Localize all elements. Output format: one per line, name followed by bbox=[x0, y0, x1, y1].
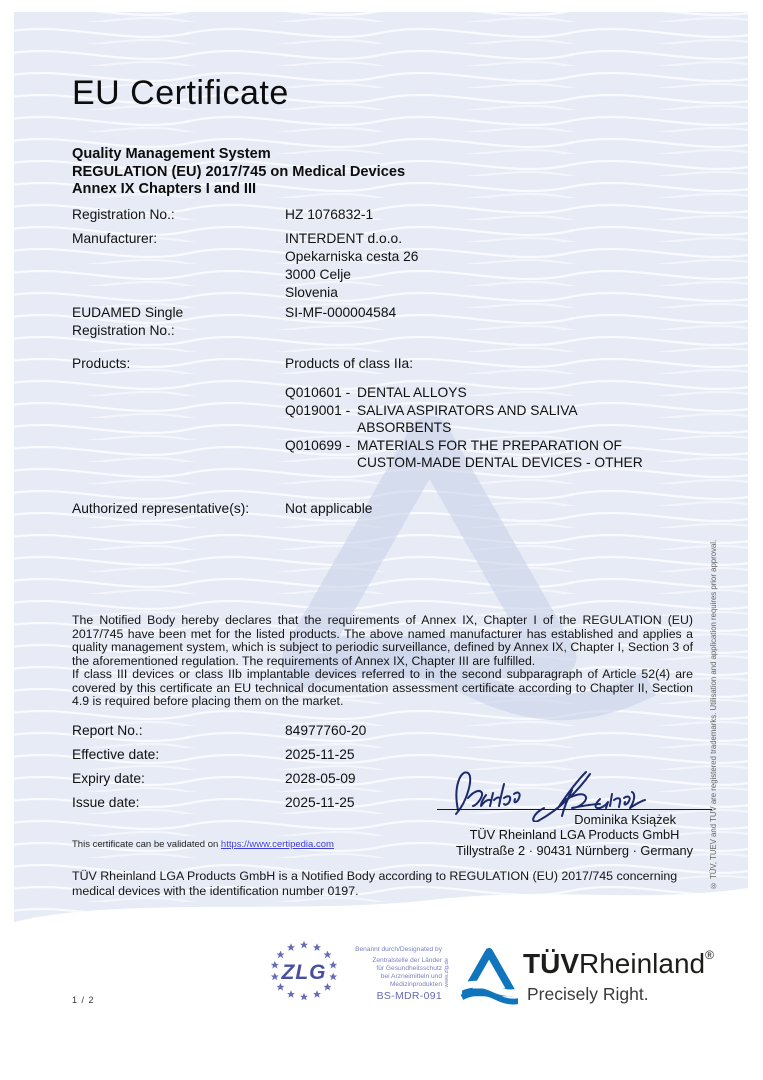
product-code: Q019001 - bbox=[285, 402, 351, 418]
registered-mark: ® bbox=[705, 948, 714, 962]
product-code: Q010601 - bbox=[285, 385, 351, 400]
field-registration-no bbox=[72, 206, 373, 224]
products-class: Products of class IIa: bbox=[285, 356, 414, 371]
certificate-scheme bbox=[72, 146, 405, 199]
tuv-tagline: Precisely Right. bbox=[527, 984, 649, 1004]
tuv-brand-bold: TÜV bbox=[523, 948, 579, 979]
field-label: Authorized representative(s): bbox=[72, 501, 250, 516]
field-label: Expiry date: bbox=[72, 771, 145, 786]
manufacturer-street: Opekarniska cesta 26 bbox=[285, 249, 419, 264]
declaration-text bbox=[72, 614, 693, 709]
signer-company: TÜV Rheinland LGA Products GmbH bbox=[469, 827, 680, 842]
zlg-org-line: Zentralstelle der Länder bbox=[372, 957, 442, 964]
field-products bbox=[72, 355, 413, 373]
signer-address: Tillystraße 2 · 90431 Nürnberg · Germany bbox=[455, 843, 694, 858]
page-title: EU Certificate bbox=[72, 74, 289, 112]
field-value: 2028-05-09 bbox=[285, 771, 356, 786]
manufacturer-country: Slovenia bbox=[285, 285, 338, 300]
notified-body-note: TÜV Rheinland LGA Products GmbH is a Notified Body according to REGULATION (EU) 2017/745 concerning medical devices with the identification number 0197. bbox=[72, 869, 678, 899]
declaration-para-1: The Notified Body hereby declares that the requirements of Annex IX, Chapter I of the REGULATION (EU) 2017/745 have been met for the listed products. The above named manufacturer has established and applies a quality management system, which is subject to periodic surveillance, defined by Annex IX, Chapter I, Section 3 of the aforementioned regulation. The requirements of Annex IX, Chapter III are fulfilled. bbox=[72, 613, 693, 668]
zlg-org-line: bei Arzneimitteln und bbox=[380, 973, 442, 980]
field-manufacturer bbox=[72, 230, 418, 302]
field-value: 2025-11-25 bbox=[285, 747, 355, 762]
product-code: Q010699 - bbox=[285, 437, 351, 453]
product-item bbox=[285, 437, 643, 472]
field-effective-date bbox=[72, 746, 355, 764]
field-label: Products: bbox=[72, 356, 131, 371]
field-label-line2: Registration No.: bbox=[72, 323, 175, 338]
zlg-logo-icon bbox=[270, 938, 338, 1006]
product-name bbox=[357, 384, 467, 402]
field-authorized-rep bbox=[72, 500, 372, 518]
tuv-brand-regular: Rheinland bbox=[579, 948, 706, 979]
trademark-side-note: ® TÜV, TUEV and TUV are registered trademarks. Utilisation and application requires prior approval. bbox=[709, 539, 718, 890]
signature-line bbox=[437, 809, 712, 810]
field-label bbox=[72, 304, 285, 340]
product-name-line: SALIVA ASPIRATORS AND SALIVA bbox=[357, 402, 578, 418]
field-value: SI-MF-000004584 bbox=[285, 305, 397, 320]
scheme-line-3: Annex IX Chapters I and III bbox=[72, 181, 257, 198]
product-name-line: MATERIALS FOR THE PREPARATION OF bbox=[357, 437, 622, 453]
field-value: 2025-11-25 bbox=[285, 795, 355, 810]
zlg-logo-text: ZLG bbox=[281, 961, 327, 984]
field-label: Report No.: bbox=[72, 723, 143, 738]
scheme-line-1: Quality Management System bbox=[72, 146, 271, 162]
declaration-para-2: If class III devices or class IIb implantable devices referred to in the second subparagraph of Article 52(4) are covered by this certificate an EU technical documentation assessment certificate according to Chapter II, Section 4.9 is required before placing them on the market. bbox=[72, 667, 693, 708]
manufacturer-city: 3000 Celje bbox=[285, 267, 351, 282]
signer-name: Dominika Książek bbox=[574, 812, 676, 827]
product-item bbox=[285, 384, 643, 402]
field-issue-date bbox=[72, 794, 355, 812]
zlg-certificate-code: BS-MDR-091 bbox=[376, 990, 442, 1002]
product-name-line: ABSORBENTS bbox=[357, 420, 452, 436]
product-name-line: CUSTOM-MADE DENTAL DEVICES - OTHER bbox=[357, 455, 643, 471]
product-name bbox=[357, 402, 578, 437]
field-label: Effective date: bbox=[72, 747, 160, 762]
product-item bbox=[285, 402, 643, 437]
scheme-line-2: REGULATION (EU) 2017/745 on Medical Devices bbox=[72, 163, 406, 180]
tuv-rheinland-wordmark bbox=[523, 948, 714, 980]
page-number: 1 / 2 bbox=[72, 995, 95, 1005]
field-value: HZ 1076832-1 bbox=[285, 207, 374, 222]
manufacturer-name: INTERDENT d.o.o. bbox=[285, 231, 403, 246]
field-label-line1: EUDAMED Single bbox=[72, 305, 184, 320]
zlg-designation-block bbox=[338, 946, 442, 989]
zlg-website: www.zlg.de bbox=[444, 958, 450, 988]
field-expiry-date bbox=[72, 770, 356, 788]
manufacturer-address bbox=[285, 230, 418, 302]
zlg-designated-by: Benannt durch/Designated by bbox=[355, 946, 442, 953]
tuv-rheinland-triangle-icon bbox=[460, 944, 518, 1006]
field-value: Not applicable bbox=[285, 501, 373, 516]
field-label: Registration No.: bbox=[72, 207, 175, 222]
field-value: 84977760-20 bbox=[285, 723, 367, 738]
validation-text: This certificate can be validated on bbox=[72, 839, 221, 850]
product-name bbox=[357, 437, 643, 472]
zlg-org-line: für Gesundheitsschutz bbox=[376, 965, 442, 972]
product-name-line: DENTAL ALLOYS bbox=[357, 385, 467, 400]
field-label: Manufacturer: bbox=[72, 231, 158, 246]
certipedia-link[interactable]: https://www.certipedia.com bbox=[220, 839, 334, 850]
field-label: Issue date: bbox=[72, 795, 140, 810]
field-eudamed-srn bbox=[72, 304, 396, 340]
field-report-no bbox=[72, 722, 366, 740]
zlg-org-line: Medizinprodukten bbox=[389, 981, 442, 988]
validation-note bbox=[72, 839, 334, 850]
product-list bbox=[285, 384, 643, 472]
